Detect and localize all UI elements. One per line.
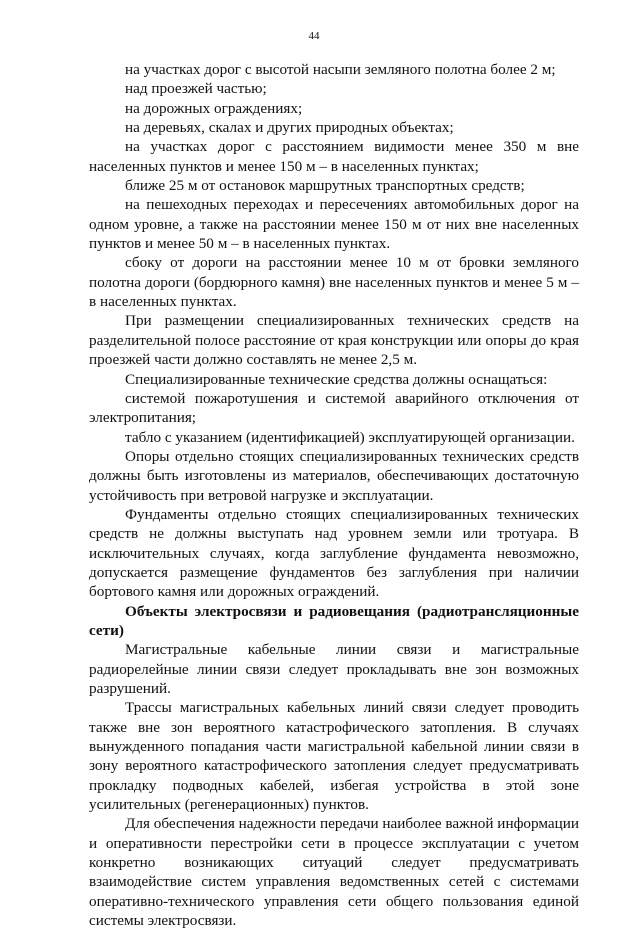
list-item-embankment: на участках дорог с высотой насыпи земляного полотна более 2 м; [125,61,556,78]
paragraph-reliability: Для обеспечения надежности передачи наиболее важной информации и оперативности перестройки сети в процессе эксплуатации с учетом конкретно возникающих ситуаций следует предусматривать взаимодействие систем управления ведомственных сетей с системами оперативно-технического управления сети общего пользования единой системы электросвязи. [89,815,579,930]
paragraph-flood-zones: Трассы магистральных кабельных линий связи следует проводить также вне зон вероятного катастрофического затопления. В случаях вынужденного попадания части магистральной кабельной линии связи в зону вероятного катастрофического затопления следует предусматривать прокладку подводных кабелей, избегая устройства в этой зоне усилительных (регенерационных) пунктов. [89,699,579,814]
paragraph-dividing-strip: При размещении специализированных технических средств на разделительной полосе расстояние от края конструкции или опоры до края проезжей части должно составлять не менее 2,5 м. [89,312,579,369]
list-item-over-roadway: над проезжей частью; [125,80,267,98]
paragraph-equipment-intro: Специализированные технические средства должны оснащаться: [125,370,548,388]
list-item-roadside-distance: сбоку от дороги на расстоянии менее 10 м от бровки земляного полотна дороги (бордюрного камня) вне населенных пунктов и менее 5 м – в населенных пунктах. [89,254,579,311]
section-heading-telecom: Объекты электросвязи и радиовещания (радиотрансляционные сети) [89,602,579,639]
paragraph-foundations: Фундаменты отдельно стоящих специализированных технических средств не должны выступать над уровнем земли или тротуара. В исключительных случаях, когда заглубление фундамента невозможно, допускается размещение фундаментов без заглубления при наличии бортового камня или дорожных ограждений. [89,505,579,601]
list-item-fire-system: системой пожаротушения и системой аварийного отключения от электропитания; [89,389,579,427]
list-item-road-barriers: на дорожных ограждениях; [125,99,303,117]
list-item-operator-sign: табло с указанием (идентификацией) эксплуатирующей организации. [125,428,575,446]
paragraph-trunk-lines: Магистральные кабельные линии связи и магистральные радиорелейные линии связи следует прокладывать вне зон возможных разрушений. [89,641,579,697]
paragraph-supports: Опоры отдельно стоящих специализированных технических средств должны быть изготовлены из материалов, обеспечивающих достаточную устойчивость при ветровой нагрузке и эксплуатации. [89,447,579,504]
page-number: 44 [308,30,320,42]
list-item-bus-stops: ближе 25 м от остановок маршрутных транспортных средств; [125,177,525,195]
list-item-visibility: на участках дорог с расстоянием видимости менее 350 м вне населенных пунктов и менее 150 м – в населенных пунктах; [89,138,579,175]
list-item-natural-objects: на деревьях, скалах и других природных объектах; [125,119,454,137]
document-body [89,60,579,930]
list-item-crossings: на пешеходных переходах и пересечениях автомобильных дорог на одном уровне, а также на расстоянии менее 150 м от них вне населенных пунктов и менее 50 м – в населенных пунктах. [89,196,579,253]
